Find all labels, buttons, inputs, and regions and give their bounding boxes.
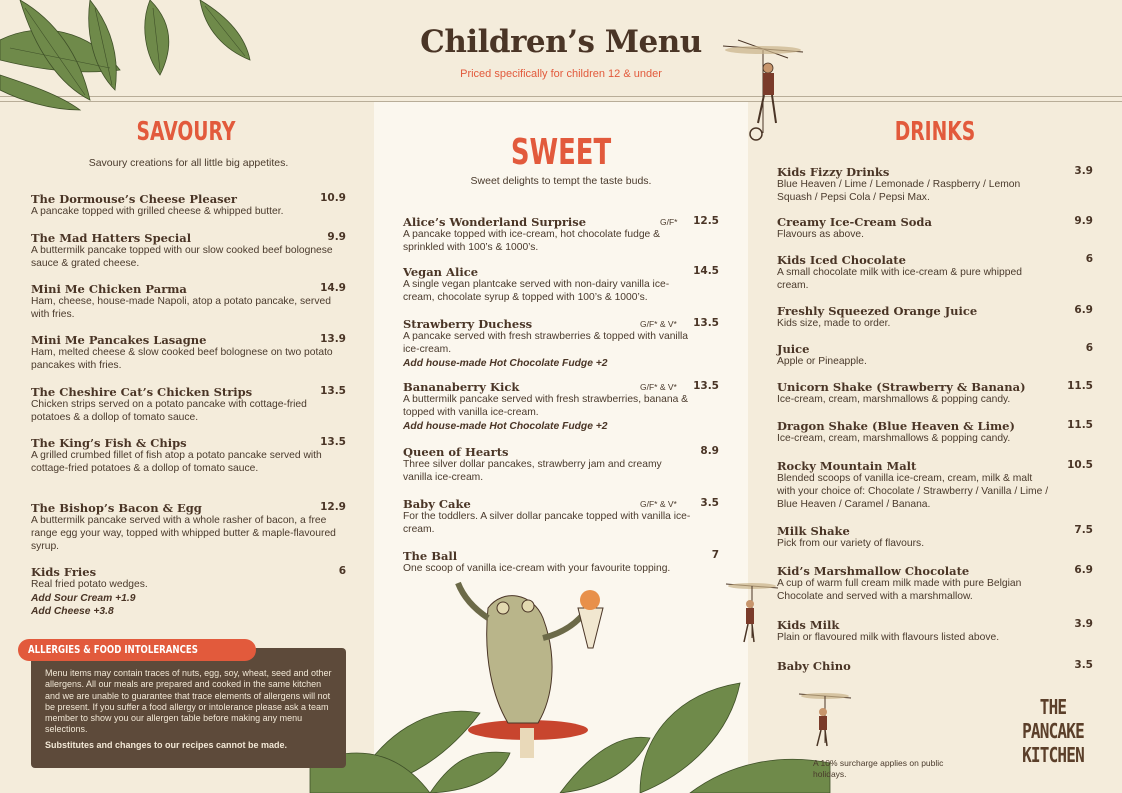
list-item: [31, 385, 346, 425]
list-item: [777, 380, 1093, 407]
item-price: 6.9: [1074, 564, 1093, 576]
list-item: [777, 419, 1093, 446]
item-addon: Add house-made Hot Chocolate Fudge +2: [403, 357, 608, 369]
item-description: Ice-cream, cream, marshmallows & popping candy.: [777, 394, 1011, 405]
item-description: A pancake topped with grilled cheese & whipped butter.: [31, 206, 284, 217]
allergy-text: Menu items may contain traces of nuts, egg, soy, wheat, seed and other allergens. All our meals are prepared and cooked in the same kitchen and we are unable to guarantee that trace elements of allergens will not be present. If you suffer a food allergy or intolerance please ask a team member to show you our allergen table before making any menu selections.: [45, 668, 332, 735]
list-item: [31, 436, 346, 476]
item-price: 10.9: [320, 192, 346, 204]
page-subtitle: Priced specifically for children 12 & under: [460, 68, 662, 80]
item-price: 10.5: [1067, 459, 1093, 471]
item-price: 13.9: [320, 333, 346, 345]
item-addon: Add Sour Cream +1.9: [31, 592, 136, 604]
item-price: 9.9: [1074, 215, 1093, 227]
item-description: Ham, melted cheese & slow cooked beef bolognese on two potato pancakes with fries.: [31, 347, 333, 371]
list-item: [31, 192, 346, 219]
item-name: Dragon Shake (Blue Heaven & Lime): [777, 419, 1015, 433]
item-description: Plain or flavoured milk with flavours listed above.: [777, 632, 1000, 643]
logo-line: THE: [1039, 695, 1067, 719]
list-item: [403, 445, 719, 485]
list-item: [403, 497, 719, 537]
item-name: Freshly Squeezed Orange Juice: [777, 304, 978, 318]
item-description: For the toddlers. A silver dollar pancake topped with vanilla ice-cream.: [403, 511, 691, 535]
item-description: Ham, cheese, house-made Napoli, atop a potato pancake, served with fries.: [31, 296, 331, 320]
item-price: 14.5: [693, 265, 719, 277]
item-name: Creamy Ice-Cream Soda: [777, 215, 932, 229]
item-price: 11.5: [1067, 380, 1093, 392]
sweet-title: SWEET: [510, 132, 612, 173]
item-name: The Bishop’s Bacon & Egg: [31, 501, 202, 515]
item-description: A pancake served with fresh strawberries & topped with vanilla ice-cream.: [403, 331, 689, 355]
item-price: 12.9: [320, 501, 346, 513]
list-item: [31, 282, 346, 322]
item-description: A buttermilk pancake topped with our slow cooked beef bolognese sauce & grated cheese.: [31, 245, 333, 269]
item-description: Kids size, made to order.: [777, 318, 891, 329]
item-price: 9.9: [327, 231, 346, 243]
item-price: 6: [1085, 342, 1093, 354]
item-description: A buttermilk pancake served with fresh strawberries, banana & topped with vanilla ice-cream.: [403, 394, 689, 418]
item-name: Queen of Hearts: [403, 445, 509, 459]
item-price: 12.5: [693, 215, 719, 227]
allergy-note: Substitutes and changes to our recipes cannot be made.: [45, 739, 288, 750]
list-item: [777, 342, 1093, 369]
item-name: Kid’s Marshmallow Chocolate: [777, 564, 970, 578]
allergy-info-box: [31, 648, 346, 768]
item-description: Chicken strips served on a potato pancake with cottage-fried potatoes & a dollop of tomato sauce.: [31, 399, 307, 423]
list-item: [777, 524, 1093, 551]
frog-with-sundae-illustration: [448, 578, 648, 758]
brand-logo: [1010, 695, 1096, 767]
item-name: Juice: [777, 342, 810, 356]
item-name: Kids Iced Chocolate: [777, 253, 906, 267]
item-price: 13.5: [693, 380, 719, 392]
item-description: Ice-cream, cream, marshmallows & popping candy.: [777, 433, 1011, 444]
item-addon: Add Cheese +3.8: [31, 605, 114, 617]
item-name: Milk Shake: [777, 524, 850, 538]
item-price: 6: [1085, 253, 1093, 265]
item-name: Strawberry Duchess: [403, 317, 533, 331]
item-name: The Cheshire Cat’s Chicken Strips: [31, 385, 253, 399]
item-name: Rocky Mountain Malt: [777, 459, 917, 473]
item-price: 11.5: [1067, 419, 1093, 431]
dietary-tag: G/F* & V*: [640, 382, 677, 392]
list-item: [403, 215, 719, 255]
list-item: [31, 333, 346, 373]
item-name: Baby Cake: [403, 497, 471, 511]
allergy-badge: [18, 639, 256, 661]
item-name: Mini Me Chicken Parma: [31, 282, 187, 296]
item-description: A grilled crumbed fillet of fish atop a potato pancake served with cottage-fried potatoes & a dollop of tomato sauce.: [31, 450, 322, 474]
flying-machine-man-illustration: [718, 38, 808, 148]
item-name: Kids Fizzy Drinks: [777, 165, 890, 179]
item-description: A small chocolate milk with ice-cream & pure whipped cream.: [777, 267, 1022, 291]
logo-line: KITCHEN: [1022, 743, 1084, 767]
allergy-title: ALLERGIES & FOOD INTOLERANCES: [28, 643, 198, 656]
item-description: Blue Heaven / Lime / Lemonade / Raspberry / Lemon Squash / Pepsi Cola / Pepsi Max.: [777, 179, 1021, 203]
sweet-description: Sweet delights to tempt the taste buds.: [470, 175, 652, 187]
list-item: [403, 265, 719, 305]
list-item: [777, 253, 1093, 293]
item-price: 3.9: [1074, 165, 1093, 177]
list-item: [31, 501, 346, 553]
item-price: 13.5: [320, 385, 346, 397]
dietary-tag: G/F* & V*: [640, 319, 677, 329]
savoury-title: SAVOURY: [136, 117, 236, 147]
savoury-description: Savoury creations for all little big appetites.: [88, 157, 289, 169]
item-name: Kids Milk: [777, 618, 840, 632]
item-description: A single vegan plantcake served with non-dairy vanilla ice-cream, chocolate syrup & topped with 100’s & 1000’s.: [403, 279, 670, 303]
item-description: A cup of warm full cream milk made with pure Belgian Chocolate and served with a marshmallow.: [777, 578, 1022, 602]
drinks-title: DRINKS: [894, 117, 976, 147]
list-item: [777, 304, 1093, 331]
item-name: The King’s Fish & Chips: [31, 436, 187, 450]
item-description: Three silver dollar pancakes, strawberry jam and creamy vanilla ice-cream.: [403, 459, 662, 483]
item-description: One scoop of vanilla ice-cream with your favourite topping.: [403, 563, 671, 574]
dietary-tag: G/F*: [660, 217, 678, 227]
list-item: [403, 380, 719, 433]
item-name: Baby Chino: [777, 659, 851, 673]
item-description: A pancake topped with ice-cream, hot chocolate fudge & sprinkled with 100’s & 1000’s.: [403, 229, 661, 253]
item-price: 3.9: [1074, 618, 1093, 630]
item-description: Apple or Pineapple.: [777, 356, 867, 367]
item-name: Mini Me Pancakes Lasagne: [31, 333, 207, 347]
item-price: 6: [338, 565, 346, 577]
item-description: Real fried potato wedges.: [31, 579, 148, 590]
item-name: Bananaberry Kick: [403, 380, 520, 394]
item-price: 3.5: [700, 497, 719, 509]
list-item: [777, 165, 1093, 205]
item-price: 14.9: [320, 282, 346, 294]
item-price: 8.9: [700, 445, 719, 457]
item-price: 7: [711, 549, 719, 561]
list-item: [31, 231, 346, 271]
item-name: Alice’s Wonderland Surprise: [403, 215, 587, 229]
item-name: Unicorn Shake (Strawberry & Banana): [777, 380, 1026, 394]
logo-line: PANCAKE: [1022, 719, 1084, 743]
item-description: Blended scoops of vanilla ice-cream, cream, milk & malt with your choice of: Chocolate / Strawberry / Vanilla / Lime / Blue Heaven / Caramel / Banana.: [777, 473, 1049, 510]
list-item: [777, 459, 1093, 511]
item-description: Flavours as above.: [777, 229, 864, 240]
item-name: The Dormouse’s Cheese Pleaser: [31, 192, 237, 206]
item-name: Kids Fries: [31, 565, 97, 579]
surcharge-note: A 10% surcharge applies on public holidays.: [813, 758, 944, 779]
list-item: [777, 215, 1093, 242]
list-item: [403, 317, 719, 370]
item-name: The Mad Hatters Special: [31, 231, 192, 245]
page-title: Children’s Menu: [420, 24, 702, 60]
item-name: Vegan Alice: [403, 265, 479, 279]
item-price: 7.5: [1074, 524, 1093, 536]
item-addon: Add house-made Hot Chocolate Fudge +2: [403, 420, 608, 432]
dietary-tag: G/F* & V*: [640, 499, 677, 509]
list-item: [31, 565, 346, 618]
item-price: 6.9: [1074, 304, 1093, 316]
item-price: 13.5: [320, 436, 346, 448]
item-price: 3.5: [1074, 659, 1093, 671]
item-description: Pick from our variety of flavours.: [777, 538, 925, 549]
item-price: 13.5: [693, 317, 719, 329]
item-name: The Ball: [403, 549, 458, 563]
item-description: A buttermilk pancake served with a whole rasher of bacon, a free range egg your way, topped with whipped butter & maple-flavoured syrup.: [31, 515, 336, 552]
